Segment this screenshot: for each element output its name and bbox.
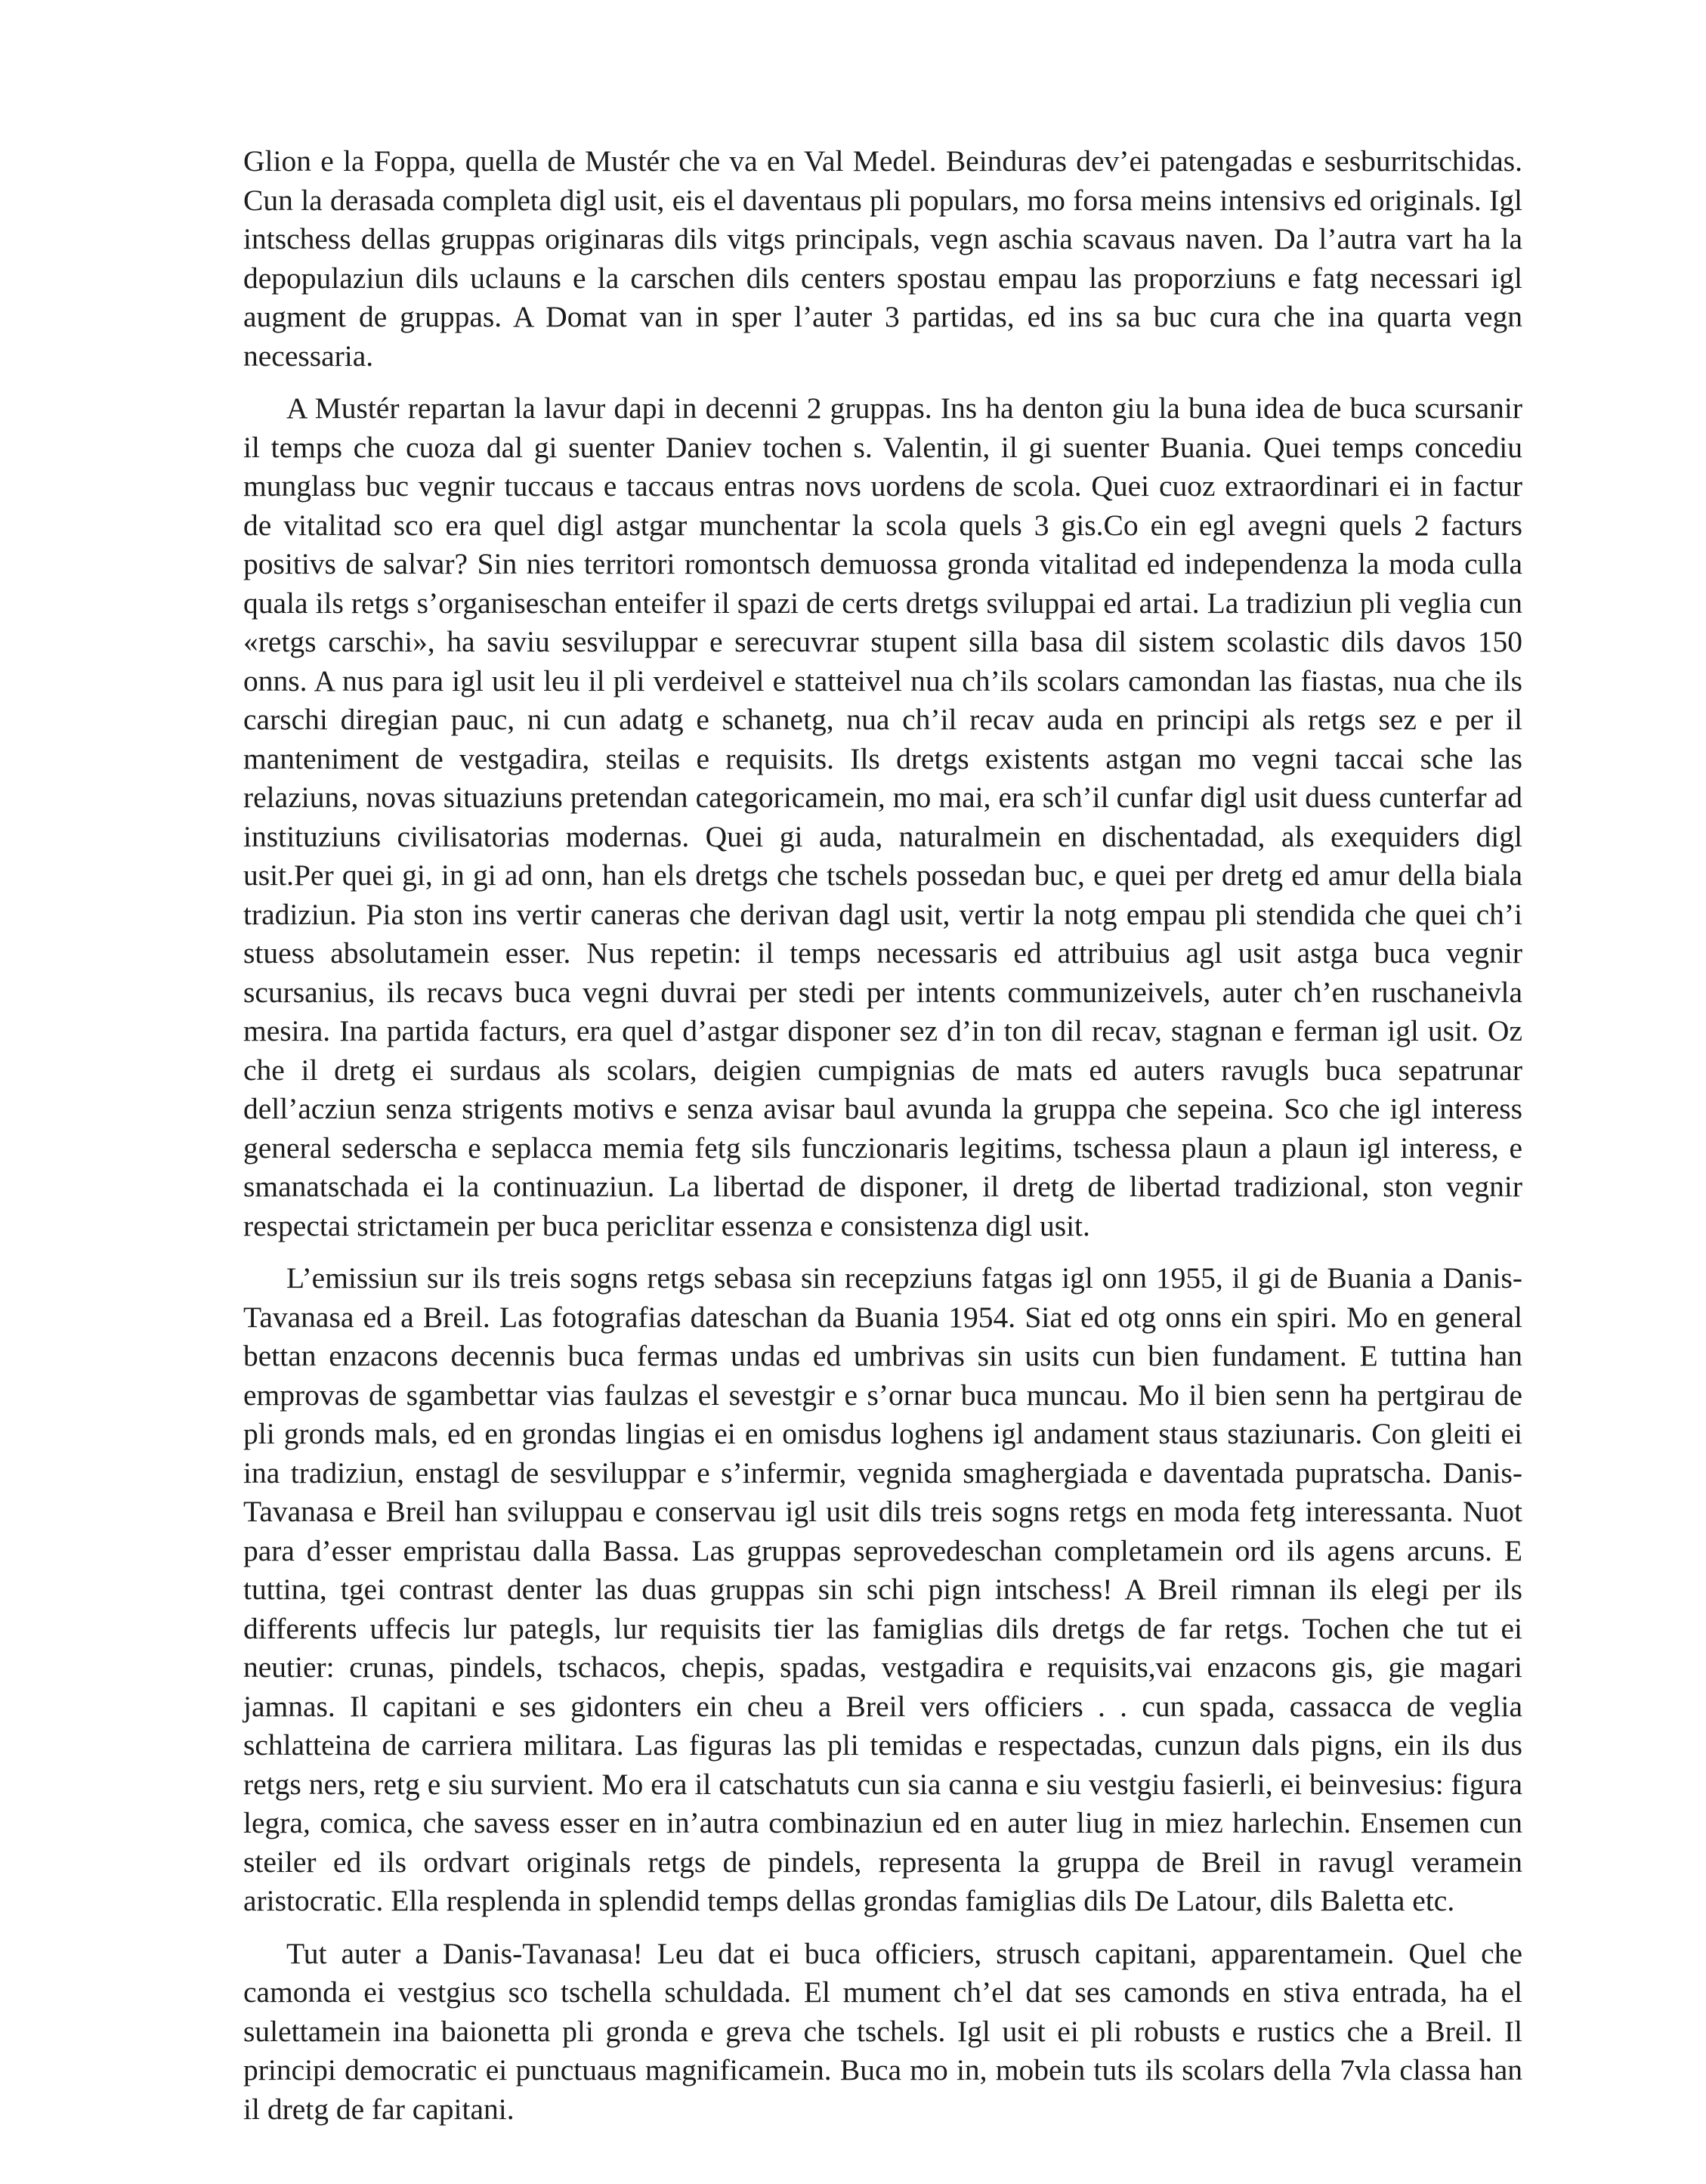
- paragraph-3: L’emissiun sur ils treis sogns retgs sebasa sin recepziuns fatgas igl onn 1955, il gi de Buania a Danis-Tavanasa ed a Breil. Las fotografias dateschan da Buania 1954. Siat ed otg onns ein spiri. Mo en general bettan enzacons decennis buca fermas undas ed umbrivas sin usits cun bien fundament. E tuttina han emprovas de sgambettar vias faulzas el sevestgir e s’ornar buca muncau. Mo il bien senn ha pertgirau de pli gronds mals, ed en grondas lingias ei en omisdus loghens igl andament staus staziunaris. Con gleiti ei ina tradiziun, enstagl de sesviluppar e s’infermir, vegnida smaghergiada e daventada pupratscha. Danis-Tavanasa e Breil han sviluppau e conservau igl usit dils treis sogns retgs en moda fetg interessanta. Nuot para d’esser empristau dalla Bassa. Las gruppas seprovedeschan completamein ord ils agens arcuns. E tuttina, tgei contrast denter las duas gruppas sin schi pign intschess! A Breil rimnan ils elegi per ils differents uffecis lur pategls, lur requisits tier las famiglias dils dretgs de far retgs. Tochen che tut ei neutier: crunas, pindels, tschacos, chepis, spadas, vestgadira e requisits,vai enzacons gis, gie magari jamnas. Il capitani e ses gidonters ein cheu a Breil vers officiers . . cun spada, cassacca de veglia schlatteina de carriera militara. Las figuras las pli temidas e respectadas, cunzun dals pigns, ein ils dus retgs ners, retg e siu survient. Mo era il catschatuts cun sia canna e siu vestgiu fasierli, ei beinvesius: figura legra, comica, che savess esser en in’autra combinaziun ed en auter liug in miez harlechin. Ensemen cun steiler ed ils ordvart originals retgs de pindels, representa la gruppa de Breil in ravugl veramein aristocratic. Ella resplenda in splendid temps dellas grondas famiglias dils De Latour, dils Baletta etc.: [243, 1261, 1522, 1917]
- paragraph-gap: [243, 1921, 1522, 1935]
- paragraph-1: Glion e la Foppa, quella de Mustér che va en Val Medel. Beinduras dev’ei patengadas e sesburritschidas. Cun la derasada completa digl usit, eis el daventaus pli populars, mo forsa meins intensivs ed originals. Igl intschess dellas gruppas originaras dils vitgs principals, vegn aschia scavaus naven. Da l’autra vart ha la depopulaziun dils uclauns e la carschen dils centers spostau empau las proporziuns e fatg necessari igl augment de gruppas. A Domat van in sper l’auter 3 partidas, ed ins sa buc cura che ina quarta vegn necessaria.: [243, 144, 1522, 373]
- paragraph-4: Tut auter a Danis-Tavanasa! Leu dat ei buca officiers, strusch capitani, apparentamein. Quel che camonda ei vestgius sco tschella schuldada. El mument ch’el dat ses camonds en stiva entrada, ha el sulettamein ina baionetta pli gronda e greva che tschels. Igl usit ei pli robusts e rustics che a Breil. Il principi democratic ei punctuaus magnificamein. Buca mo in, mobein tuts ils scolars della 7vla classa han il dretg de far capitani.: [243, 1936, 1522, 2126]
- body-text: [243, 142, 1522, 2129]
- paragraph-2: A Mustér repartan la lavur dapi in decenni 2 gruppas. Ins ha denton giu la buna idea de buca scursanir il temps che cuoza dal gi suenter Daniev tochen s. Valentin, il gi suenter Buania. Quei temps concediu munglass buc vegnir tuccaus e taccaus entras novs uordens de scola. Quei cuoz extraordinari ei in factur de vitalitad sco era quel digl astgar munchentar la scola quels 3 gis.Co ein egl avegni quels 2 facturs positivs de salvar? Sin nies territori romontsch demuossa gronda vitalitad ed independenza la moda culla quala ils retgs s’organiseschan enteifer il spazi de certs dretgs sviluppai ed artai. La tradiziun pli veglia cun «retgs carschi», ha saviu sesviluppar e serecuvrar stupent silla basa dil sistem scolastic dils davos 150 onns. A nus para igl usit leu il pli verdeivel e statteivel nua ch’ils scolars camondan las fiastas, nua che ils carschi diregian pauc, ni cun adatg e schanetg, nua ch’il recav auda en principi als retgs sez e per il manteniment de vestgadira, steilas e requisits. Ils dretgs existents astgan mo vegni taccai sche las relaziuns, novas situaziuns pretendan categoricamein, mo mai, era sch’il cunfar digl usit duess cunterfar ad instituziuns civilisatorias modernas. Quei gi auda, naturalmein en dischentadad, als exequiders digl usit.Per quei gi, in gi ad onn, han els dretgs che tschels possedan buc, e quei per dretg ed amur della biala tradiziun. Pia ston ins vertir caneras che derivan dagl usit, vertir la notg empau pli stendida che quei ch’i stuess absolutamein esser. Nus repetin: il temps necessaris ed attribuius agl usit astga buca vegnir scursanius, ils recavs buca vegni duvrai per stedi per intents communizeivels, auter ch’en ruschaneivla mesira. Ina partida facturs, era quel d’astgar disponer sez d’in ton dil recav, stagnan e ferman igl usit. Oz che il dretg ei surdaus als scolars, deigien cumpignias de mats ed auters ravugls buca sepatrunar dell’acziun senza strigents motivs e senza avisar baul avunda la gruppa che sepeina. Sco che igl interess general sederscha e seplacca memia fetg sils funczionaris legitims, tschessa plaun a plaun igl interess, e smanatschada ei la continuaziun. La libertad de disponer, il dretg de libertad tradizional, ston vegnir respectai strictamein per buca periclitar essenza e consistenza digl usit.: [243, 391, 1522, 1242]
- paragraph-gap: [243, 1245, 1522, 1259]
- paragraph-gap: [243, 376, 1522, 389]
